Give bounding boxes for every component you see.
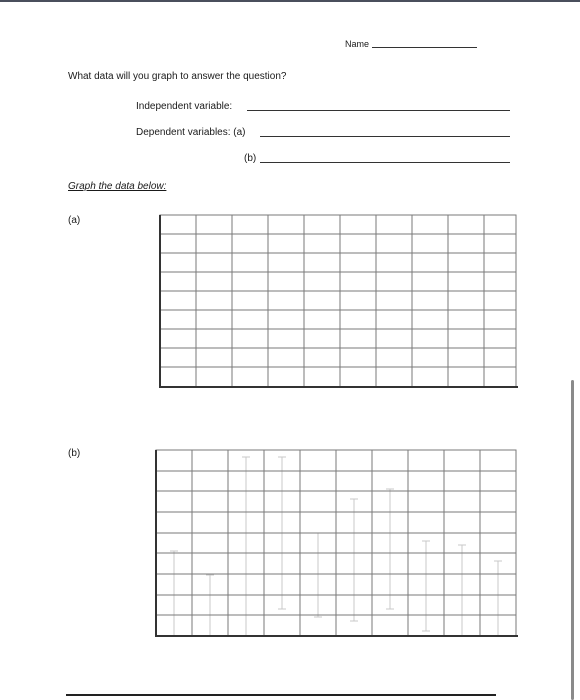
dependent-variable-b-label: (b)	[244, 153, 257, 164]
dependent-variable-a-field[interactable]	[260, 136, 510, 137]
graph-a-label: (a)	[68, 215, 81, 226]
bottom-rule	[66, 694, 496, 696]
window-top-border	[0, 0, 580, 2]
dependent-variable-b-field[interactable]	[260, 162, 510, 163]
independent-variable-label: Independent variable:	[136, 101, 233, 112]
dependent-variable-a-label: Dependent variables: (a)	[136, 127, 246, 138]
scrollbar[interactable]	[571, 380, 574, 700]
question-text: What data will you graph to answer the question?	[68, 71, 287, 82]
graph-b-grid[interactable]	[146, 443, 522, 643]
graph-a-grid[interactable]	[150, 210, 522, 392]
name-label: Name	[345, 39, 370, 49]
graph-b-label: (b)	[68, 448, 81, 459]
graph-heading: Graph the data below:	[68, 181, 167, 192]
name-field[interactable]	[372, 47, 477, 48]
independent-variable-field[interactable]	[247, 110, 510, 111]
